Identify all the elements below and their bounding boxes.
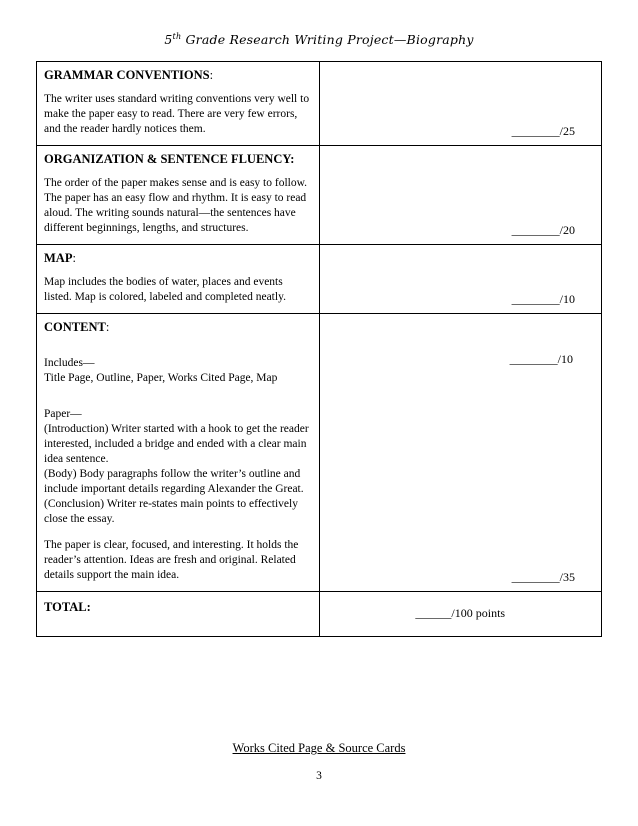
footer-section-title: Works Cited Page & Source Cards [232,741,406,755]
criteria-text-content-body: (Body) Body paragraphs follow the writer’s outline and include important details regarding Alexander the Great. [44,468,304,496]
table-row [37,591,602,636]
criteria-text-content-includes: Includes— [44,356,95,369]
score-blank-organization[interactable]: ________/20 [511,223,575,238]
header-title-prefix: 5 [164,32,173,48]
criteria-text-content-paper: Paper— [44,408,82,421]
score-cell-map[interactable] [319,245,602,314]
criteria-cell-map [37,245,320,314]
criteria-text-content-introduction: (Introduction) Writer started with a hook to get the reader interested, included a bridge and ended with a clear main idea sentence. [44,423,309,466]
page-number: 3 [316,770,322,782]
total-score-blank[interactable]: ______/100 points [415,605,506,620]
category-name-content: CONTENT [44,320,106,335]
table-row [37,245,602,314]
criteria-text-content-conclusion: (Conclusion) Writer re-states main points to effectively close the essay. [44,498,298,526]
total-score-cell[interactable] [319,591,602,636]
criteria-text-grammar: The writer uses standard writing conventions very well to make the paper easy to read. There are very few errors, and the reader hardly notices them. [44,93,310,136]
criteria-text-content-parts: Title Page, Outline, Paper, Works Cited Page, Map [44,371,278,384]
category-label-grammar [44,68,312,83]
category-label-organization [44,152,312,167]
total-label: TOTAL: [44,599,91,614]
category-label-map [44,251,312,266]
score-blank-grammar[interactable]: ________/25 [511,124,575,139]
category-colon-grammar: : [209,68,214,83]
score-cell-grammar[interactable] [319,62,602,146]
spacer [44,385,312,396]
category-name-organization: ORGANIZATION & SENTENCE FLUENCY: [44,152,295,167]
page-footer [0,741,638,782]
spacer [44,345,312,356]
criteria-text-map: Map includes the bodies of water, places and events listed. Map is colored, labeled and completed neatly. [44,276,286,304]
table-row [37,314,602,591]
criteria-cell-grammar [37,62,320,146]
spacer [44,527,312,538]
score-blank-content-parts[interactable]: ________/10 [509,352,573,367]
criteria-text-organization: The order of the paper makes sense and is easy to follow. The paper has an easy flow and rhythm. It is easy to read aloud. The writing sounds natural—the sentences have different beginnings, lengths, and structures. [44,177,308,235]
category-name-grammar: GRAMMAR CONVENTIONS [44,68,210,83]
page-header-title [0,0,638,47]
rubric-table-wrapper [36,61,602,637]
score-cell-content[interactable] [319,314,602,591]
category-label-content [44,320,312,335]
score-cell-organization[interactable] [319,146,602,245]
table-row [37,146,602,245]
score-blank-content[interactable]: ________/35 [511,569,575,584]
table-row [37,62,602,146]
criteria-text-content-quality: The paper is clear, focused, and interesting. It holds the reader’s attention. Ideas are fresh and original. Related details support the main idea. [44,538,299,581]
category-name-map: MAP [44,251,73,266]
header-title-rest: Grade Research Writing Project—Biography [181,32,474,48]
spacer [44,396,312,407]
criteria-cell-content [37,314,320,591]
category-colon-map: : [72,251,76,266]
header-title-superscript: th [172,32,182,41]
category-colon-content: : [105,320,110,335]
score-blank-map[interactable]: ________/10 [511,292,575,307]
total-label-cell [37,591,320,636]
rubric-table [36,61,602,637]
criteria-cell-organization [37,146,320,245]
